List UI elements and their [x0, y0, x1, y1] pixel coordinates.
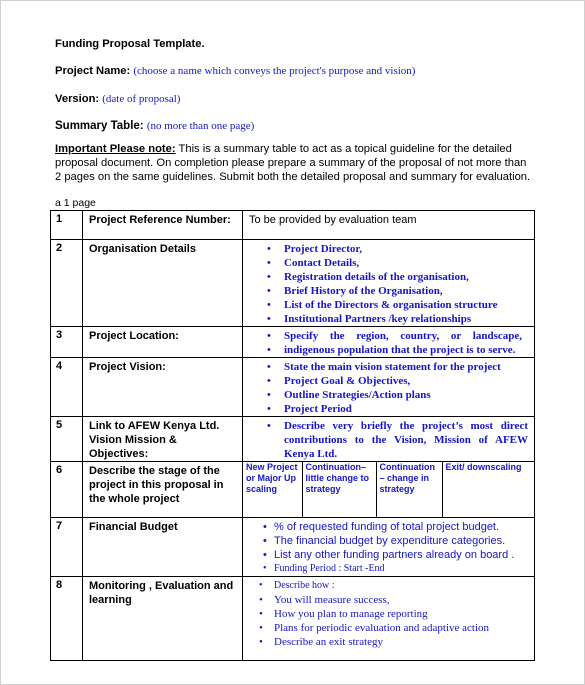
- list-item: • Brief History of the Organisation,: [247, 284, 530, 298]
- row-label: Project Location:: [83, 327, 243, 358]
- list-item: • % of requested funding of total project budget.: [247, 520, 530, 534]
- monitoring-list: [247, 579, 530, 649]
- row-label: Organisation Details: [83, 240, 243, 327]
- important-note: [55, 142, 535, 184]
- stage-new-project: New Project or Major Up scaling: [243, 462, 302, 517]
- list-item: • Specify the region, country, or landscape,: [247, 329, 522, 343]
- important-note-label: Important Please note:: [55, 143, 176, 155]
- version-label: Version:: [55, 93, 100, 105]
- row-label: Financial Budget: [83, 518, 243, 577]
- afew-link-list: [247, 419, 530, 461]
- row-content: To be provided by evaluation team: [243, 211, 535, 240]
- summary-table-label: Summary Table:: [55, 120, 144, 132]
- list-item: • Contact Details,: [247, 256, 530, 270]
- row-number: 8: [51, 577, 83, 661]
- list-item: • List of the Directors & organisation structure: [247, 298, 530, 312]
- row-content: [243, 417, 535, 462]
- list-item: • Funding Period : Start -End: [247, 562, 530, 576]
- table-row: [51, 417, 535, 462]
- table-row: [51, 577, 535, 661]
- row-number: 7: [51, 518, 83, 577]
- table-row: [51, 240, 535, 327]
- list-item: • List any other funding partners already on board .: [247, 548, 530, 562]
- important-note-text: This is a summary table to act as a topical guideline for the detailed proposal document. On completion please prepare a summary of the proposal of not more than 2 pages on the same guidelines. Submit both the detailed proposal and summary for evaluation.: [55, 143, 531, 183]
- list-item: • Outline Strategies/Action plans: [247, 388, 530, 402]
- stage-continuation-little: Continuation– little change to strategy: [302, 462, 376, 517]
- list-item: • Describe how :: [247, 579, 530, 593]
- document-title: Funding Proposal Template.: [55, 38, 205, 50]
- row-label: Project Reference Number:: [83, 211, 243, 240]
- row-number: 3: [51, 327, 83, 358]
- list-item: • You will measure success,: [247, 593, 530, 607]
- project-name-label: Project Name:: [55, 65, 131, 77]
- list-item: • Registration details of the organisation,: [247, 270, 530, 284]
- list-item: • Describe an exit strategy: [247, 635, 530, 649]
- list-item: • Plans for periodic evaluation and adaptive action: [247, 621, 530, 635]
- row-label: Describe the stage of the project in this proposal in the whole project: [83, 462, 243, 518]
- project-vision-list: [247, 360, 530, 416]
- list-item: • How you plan to manage reporting: [247, 607, 530, 621]
- table-row: [51, 462, 535, 518]
- row-number: 5: [51, 417, 83, 462]
- version-line: [55, 93, 180, 105]
- organisation-details-list: [247, 242, 530, 326]
- table-row: [51, 327, 535, 358]
- row-number: 6: [51, 462, 83, 518]
- project-location-list: [247, 329, 530, 357]
- table-row: [51, 358, 535, 417]
- financial-budget-list: [247, 520, 530, 576]
- version-hint: (date of proposal): [102, 93, 181, 105]
- row-content: [243, 358, 535, 417]
- subtable-row: [243, 462, 534, 517]
- list-item: • The financial budget by expenditure categories.: [247, 534, 530, 548]
- summary-table-hint: (no more than one page): [146, 120, 255, 132]
- list-item: • indigenous population that the project is to serve.: [247, 343, 530, 357]
- list-item: • Project Goal & Objectives,: [247, 374, 530, 388]
- list-item: • State the main vision statement for the project: [247, 360, 530, 374]
- table-row: [51, 518, 535, 577]
- project-stage-subtable: [243, 462, 534, 517]
- row-number: 4: [51, 358, 83, 417]
- table-row: [51, 211, 535, 240]
- project-name-hint: (choose a name which conveys the project's purpose and vision): [133, 65, 416, 77]
- stage-continuation-change: Continuation – change in strategy: [376, 462, 442, 517]
- project-name-line: [55, 65, 415, 77]
- row-number: 1: [51, 211, 83, 240]
- list-item: • Project Director,: [247, 242, 530, 256]
- row-content: [243, 518, 535, 577]
- row-content: [243, 327, 535, 358]
- list-item: • Institutional Partners /key relationships: [247, 312, 530, 326]
- stage-exit-downscaling: Exit/ downscaling: [445, 462, 522, 472]
- summary-table-line: [55, 120, 254, 132]
- row-number: 2: [51, 240, 83, 327]
- row-label: Monitoring , Evaluation and learning: [83, 577, 243, 661]
- list-item: • Describe very briefly the project’s most direct contributions to the Vision, Mission of AFEW Kenya Ltd.: [247, 419, 528, 461]
- row-content: [243, 577, 535, 661]
- row-label: Link to AFEW Kenya Ltd. Vision Mission & Objectives:: [83, 417, 243, 462]
- row-content: [243, 240, 535, 327]
- row-label: Project Vision:: [83, 358, 243, 417]
- summary-table: [50, 210, 535, 661]
- row-content: [243, 462, 535, 518]
- list-item: • Project Period: [247, 402, 530, 416]
- page-count-note: a 1 page: [55, 197, 96, 209]
